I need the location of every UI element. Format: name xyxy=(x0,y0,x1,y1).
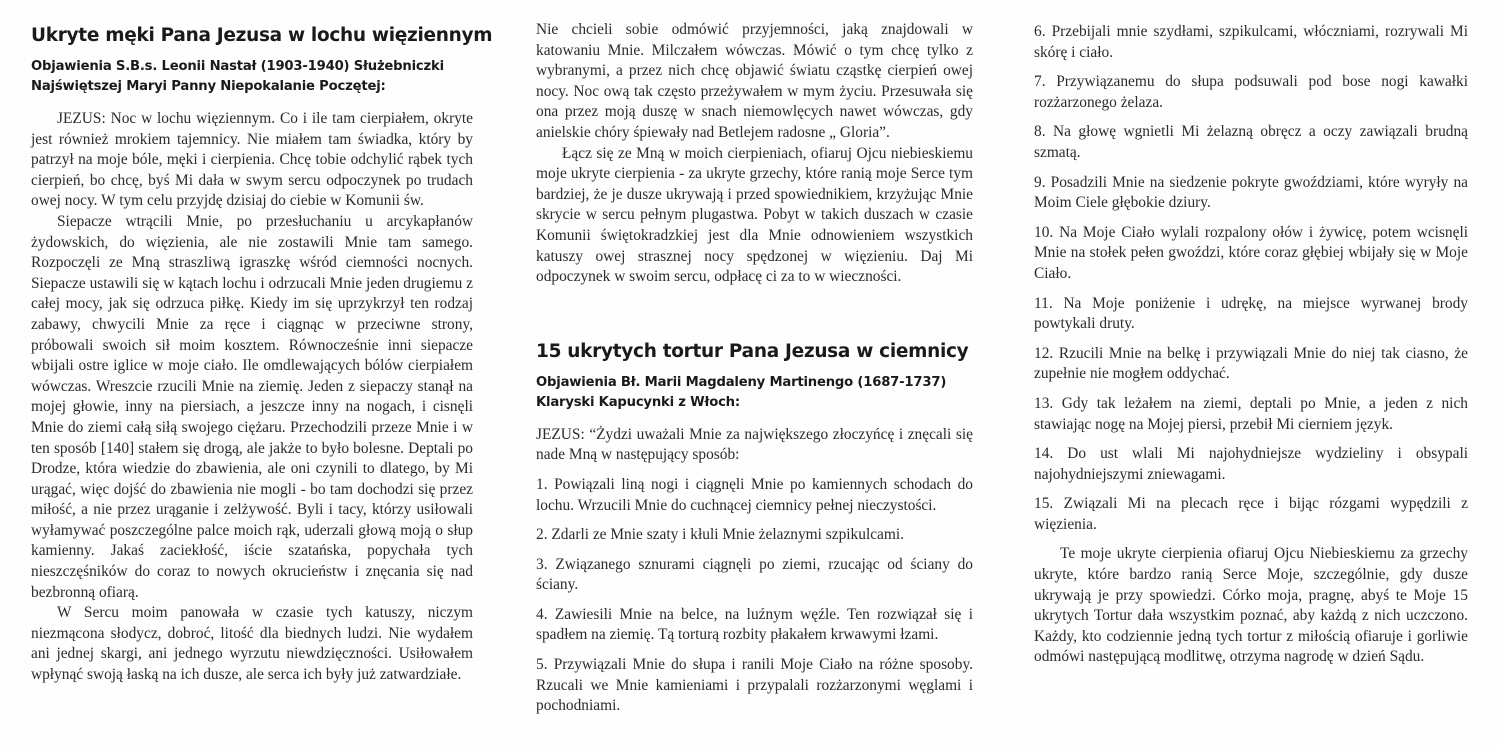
torture-item: 15. Związali Mi na plecach ręce i bijąc rózgami wypędzili z więzienia. xyxy=(1034,495,1468,533)
body-paragraph: JEZUS: Noc w lochu więziennym. Co i ile tam cierpiałem, okryte jest również mrokiem tajemnicy. Nie miałem tam świadka, który by patrzył na moje bóle, męki i cierpienia. Chcę tobie odchylić rąbek tych cierpień, bo chcę, byś Mi dała w swym sercu odpoczynek po trudach owej nocy. W tym celu przyjdę dzisiaj do ciebie w Komunii św. xyxy=(31,110,473,210)
torture-item: 8. Na głowę wgnietli Mi żelazną obręcz a oczy zawiązali brudną szmatą. xyxy=(1034,123,1468,161)
section-spacer xyxy=(536,288,973,340)
torture-item: 5. Przywiązali Mnie do słupa i ranili Moje Ciało na różne sposoby. Rzucali we Mnie kamieniami i przypalali rozżarzonymi węglami i pochodniami. xyxy=(536,656,973,715)
body-paragraph: Siepacze wtrącili Mnie, po przesłuchaniu u arcykapłanów żydowskich, do więzienia, ale nie zostawili Mnie tam samego. Rozpoczęli ze Mną straszliwą igraszkę wśród ciemności nocnych. Siepacze ustawili się w kątach lochu i odrzucali Mnie jeden drugiemu z całej mocy, jak się odrzuca piłkę. Kiedy im się uprzykrzył ten rodzaj zabawy, chwycili Mnie za ręce i ciągnąc w przeciwne strony, próbowali swoich sił moim kosztem. Równocześnie inni siepacze wbijali ostre iglice w moje ciało. Ile omdlewających bólów cierpiałem wówczas. Wreszcie rzucili Mnie na ziemię. Jeden z siepaczy stanął na mojej głowie, inny na piersiach, a jeszcze inny na nogach, i cisnęli Mnie do ziemi całą siłą swojego ciężaru. Przechodzili przeze Mnie i w ten sposób [140] stałem się drogą, ale jakże to było bolesne. Deptali po Drodze, która wiedzie do zbawienia, ale oni czynili to dlatego, by Mi urągać, więc dojść do zbawienia nie mogli - bo tam dochodzi się przez miłość, a nie przez urąganie i zelżywość. Byli i tacy, którzy usiłowali wyłamywać poszczególne palce moich rąk, uderzali głową moją o słup kamienny. Jakaś zaciekłość, iście szatańska, popychała tych nieszczęśników do coraz to nowych okrucieństw i znęcania się nad bezbronną ofiarą. xyxy=(31,212,473,601)
section-title-hidden-torments: Ukryte męki Pana Jezusa w lochu więziennym xyxy=(31,25,493,46)
torture-item: 12. Rzucili Mnie na belkę i przywiązali Mnie do niej tak ciasno, że zupełnie nie mogłem oddychać. xyxy=(1034,344,1468,383)
closing-paragraph: Te moje ukryte cierpienia ofiaruj Ojcu Niebieskiemu za grzechy ukryte, które bardzo ranią Serce Moje, szczególnie, gdy dusze ukrywają je przy spowiedzi. Córko moja, pragnę, abyś te Moje 15 ukrytych Tortur dała wszystkim poznać, aby każdą z nich uczczono. Każdy, kto codziennie jedną tych tortur z miłością ofiaruje i gorliwie odmówi następującą modlitwę, otrzyma nagrodę w dzień Sądu. xyxy=(1034,545,1468,666)
intro-paragraph: JEZUS: “Żydzi uważali Mnie za największego złoczyńcę i znęcali się nade Mną w następujący sposób: xyxy=(536,425,973,464)
section-title-15-tortures: 15 ukrytych tortur Pana Jezusa w ciemnicy xyxy=(536,340,969,362)
torture-item: 6. Przebijali mnie szydłami, szpikulcami, włóczniami, rozrywali Mi skórę i ciało. xyxy=(1034,23,1468,61)
torture-item: 13. Gdy tak leżałem na ziemi, deptali po Mnie, a jeden z nich stawiając nogę na Mojej piersi, przebił Mi cierniem język. xyxy=(1034,394,1468,433)
body-paragraph: Łącz się ze Mną w moich cierpieniach, ofiaruj Ojcu niebieskiemu moje ukryte cierpienia - za ukryte grzechy, które ranią moje Serce tym bardziej, że je dusze ukrywają i przed spowiednikiem, krzyżując Mnie skrycie w sercu pełnym plugastwa. Pobyt w takich duszach w czasie Komunii świętokradzkiej jest dla Mnie odnowieniem wszystkich katuszy owej strasznej nocy spędzonej w więzieniu. Daj Mi odpoczynek w swoim sercu, odpłacę ci za to w wieczności. xyxy=(536,144,973,286)
left-column xyxy=(31,24,493,686)
middle-column xyxy=(536,20,973,726)
torture-item: 10. Na Moje Ciało wylali rozpalony ołów i żywicę, potem wcisnęli Mnie na stołek pełen gwoździ, które coraz głębiej wbijały się w Moje Ciało. xyxy=(1034,223,1468,282)
torture-item: 14. Do ust wlali Mi najohydniejsze wydzieliny i obsypali najohydniejszymi zniewagami. xyxy=(1034,445,1468,483)
torture-item: 1. Powiązali liną nogi i ciągnęli Mnie po kamiennych schodach do lochu. Wrzucili Mnie do cuchnącej ciemnicy pełnej nieczystości. xyxy=(536,475,973,514)
body-paragraph: W Sercu moim panowała w czasie tych katuszy, niczym niezmącona słodycz, dobroć, litość dla biednych ludzi. Nie wydałem ani jednej skargi, ani jednego wyrzutu niewdzięczności. Usiłowałem wpłynąć swoją łaską na ich dusze, ale serca ich były już zatwardziałe. xyxy=(31,604,473,684)
torture-item: 11. Na Moje poniżenie i udrękę, na miejsce wyrwanej brody powtykali druty. xyxy=(1034,294,1468,333)
right-column xyxy=(1034,22,1468,668)
section-subtitle-leonia-nastal: Objawienia S.B.s. Leonii Nastał (1903-1940) Służebniczki Najświętszej Maryi Panny Niepokalanie Poczętej: xyxy=(31,59,444,94)
torture-item: 2. Zdarli ze Mnie szaty i kłuli Mnie żelaznymi szpikulcami. xyxy=(536,526,904,544)
torture-item: 9. Posadzili Mnie na siedzenie pokryte gwoździami, które wyryły na Moim Ciele głębokie dziury. xyxy=(1034,173,1468,212)
section-subtitle-martinengo: Objawienia Bł. Marii Magdaleny Martinengo (1687-1737) Klaryski Kapucynki z Włoch: xyxy=(536,374,947,410)
torture-item: 4. Zawiesili Mnie na belce, na luźnym węźle. Ten rozwiązał się i spadłem na ziemię. Tą torturą rozbity płakałem krwawymi łzami. xyxy=(536,605,973,644)
torture-item: 3. Związanego sznurami ciągnęli po ziemi, rzucając od ściany do ściany. xyxy=(536,555,973,594)
body-paragraph-continued: Nie chcieli sobie odmówić przyjemności, jaką znajdowali w katowaniu Mnie. Milczałem wówczas. Mówić o tym chcę tylko z wybranymi, a przez nich chcę objawić światu cząstkę cierpień owej nocy. Noc ową tak często przeżywałem w mym życiu. Przesuwała się ona przez moją duszę w snach niemowlęcych nawet wówczas, gdy anielskie chóry śpiewały nad Betlejem radosne „ Gloria”. xyxy=(536,21,973,141)
torture-item: 7. Przywiązanemu do słupa podsuwali pod bose nogi kawałki rozżarzonego żelaza. xyxy=(1034,73,1468,111)
